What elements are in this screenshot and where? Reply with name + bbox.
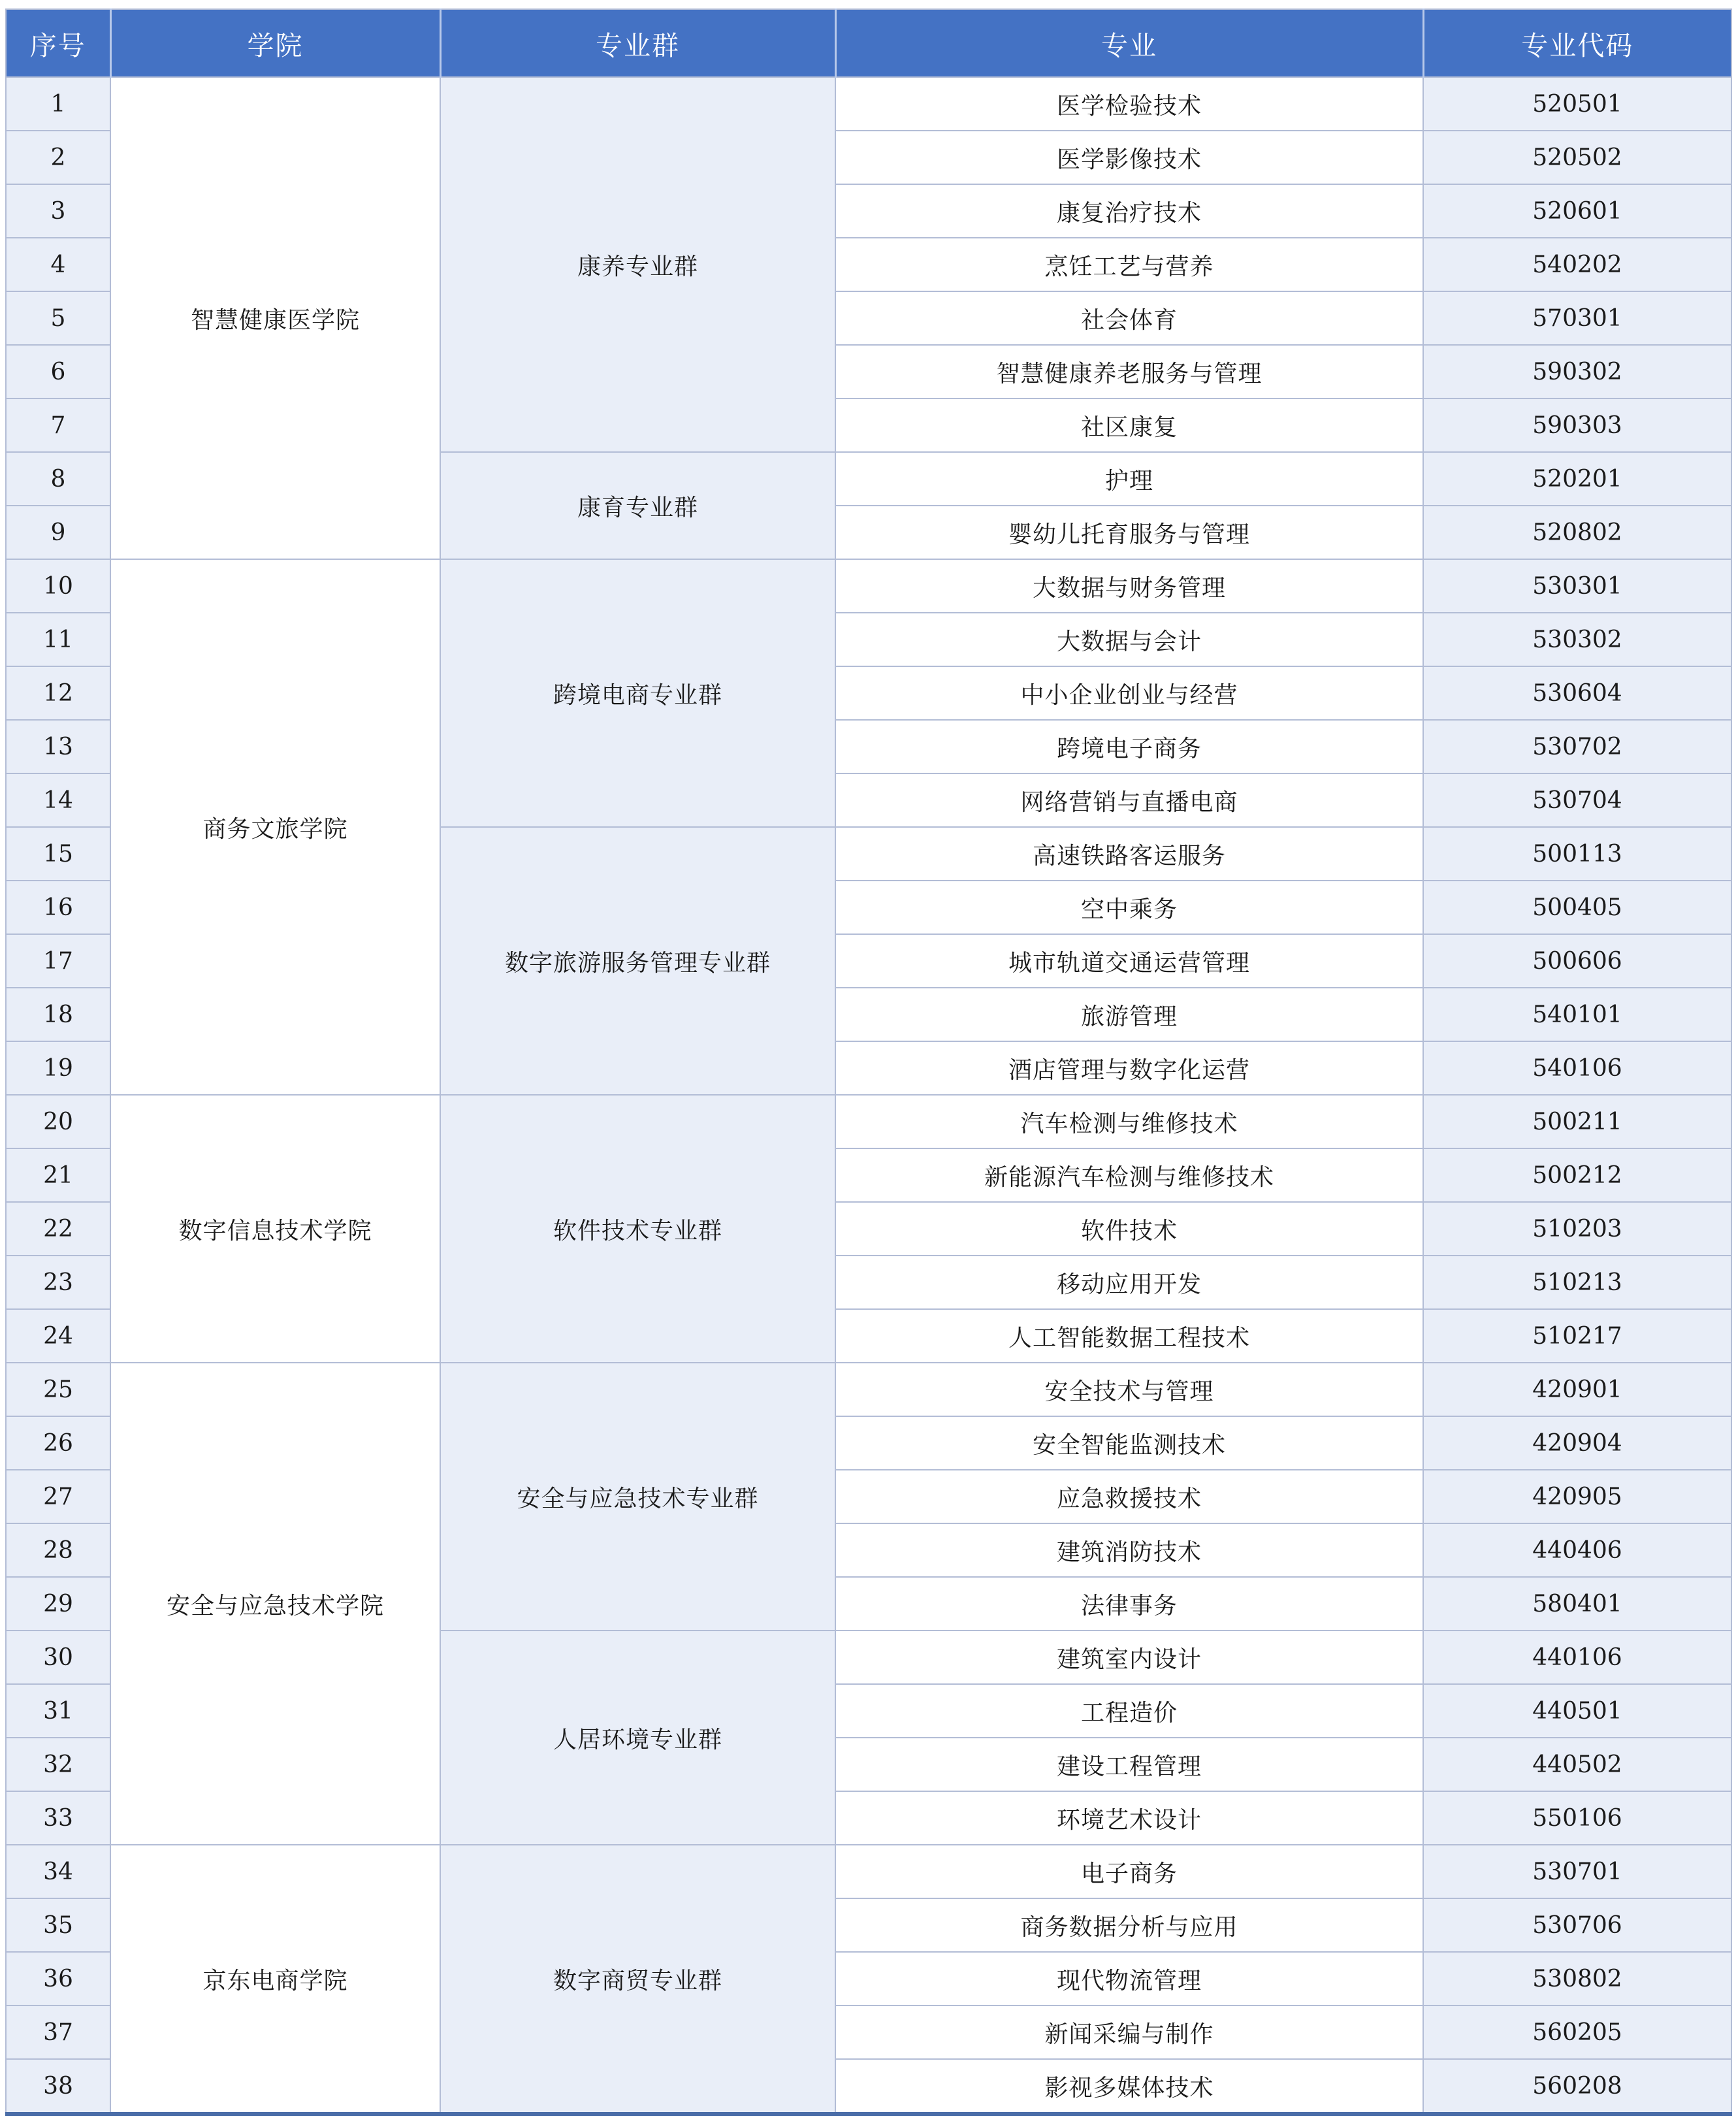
major-cell: 医学影像技术 [835, 131, 1423, 184]
seq-cell: 23 [6, 1256, 110, 1309]
seq-cell: 14 [6, 773, 110, 827]
col-header-college: 学院 [110, 9, 440, 77]
seq-cell: 8 [6, 452, 110, 506]
code-cell: 540101 [1423, 988, 1731, 1041]
major-cell: 现代物流管理 [835, 1952, 1423, 2005]
seq-cell: 3 [6, 184, 110, 238]
seq-cell: 32 [6, 1738, 110, 1791]
header-row [6, 9, 1731, 77]
major-cell: 环境艺术设计 [835, 1791, 1423, 1845]
group-cell: 数字旅游服务管理专业群 [440, 827, 835, 1095]
code-cell: 500606 [1423, 934, 1731, 988]
major-cell: 汽车检测与维修技术 [835, 1095, 1423, 1148]
seq-cell: 6 [6, 345, 110, 398]
code-cell: 530702 [1423, 720, 1731, 773]
code-cell: 530706 [1423, 1898, 1731, 1952]
major-cell: 影视多媒体技术 [835, 2059, 1423, 2114]
group-cell: 康养专业群 [440, 77, 835, 452]
major-cell: 建筑室内设计 [835, 1631, 1423, 1684]
major-cell: 中小企业创业与经营 [835, 666, 1423, 720]
major-cell: 社会体育 [835, 291, 1423, 345]
code-cell: 580401 [1423, 1577, 1731, 1631]
seq-cell: 1 [6, 77, 110, 131]
table-row [6, 1095, 1731, 1148]
seq-cell: 11 [6, 613, 110, 666]
code-cell: 530802 [1423, 1952, 1731, 2005]
code-cell: 540106 [1423, 1041, 1731, 1095]
seq-cell: 13 [6, 720, 110, 773]
major-cell: 大数据与财务管理 [835, 559, 1423, 613]
major-cell: 商务数据分析与应用 [835, 1898, 1423, 1952]
code-cell: 520502 [1423, 131, 1731, 184]
seq-cell: 34 [6, 1845, 110, 1898]
col-header-seq: 序号 [6, 9, 110, 77]
code-cell: 500211 [1423, 1095, 1731, 1148]
code-cell: 500113 [1423, 827, 1731, 881]
seq-cell: 15 [6, 827, 110, 881]
code-cell: 590303 [1423, 398, 1731, 452]
group-cell: 人居环境专业群 [440, 1631, 835, 1845]
major-cell: 电子商务 [835, 1845, 1423, 1898]
major-cell: 工程造价 [835, 1684, 1423, 1738]
seq-cell: 12 [6, 666, 110, 720]
major-cell: 安全智能监测技术 [835, 1416, 1423, 1470]
code-cell: 440501 [1423, 1684, 1731, 1738]
major-cell: 大数据与会计 [835, 613, 1423, 666]
major-cell: 护理 [835, 452, 1423, 506]
seq-cell: 30 [6, 1631, 110, 1684]
seq-cell: 28 [6, 1523, 110, 1577]
major-cell: 旅游管理 [835, 988, 1423, 1041]
table-row [6, 1363, 1731, 1416]
major-cell: 移动应用开发 [835, 1256, 1423, 1309]
code-cell: 500405 [1423, 881, 1731, 934]
seq-cell: 21 [6, 1148, 110, 1202]
group-cell: 软件技术专业群 [440, 1095, 835, 1363]
code-cell: 520501 [1423, 77, 1731, 131]
seq-cell: 26 [6, 1416, 110, 1470]
seq-cell: 36 [6, 1952, 110, 2005]
major-cell: 酒店管理与数字化运营 [835, 1041, 1423, 1095]
major-cell: 新闻采编与制作 [835, 2005, 1423, 2059]
seq-cell: 31 [6, 1684, 110, 1738]
code-cell: 510203 [1423, 1202, 1731, 1256]
col-header-major-group: 专业群 [440, 9, 835, 77]
code-cell: 540202 [1423, 238, 1731, 291]
major-cell: 康复治疗技术 [835, 184, 1423, 238]
major-cell: 跨境电子商务 [835, 720, 1423, 773]
major-cell: 人工智能数据工程技术 [835, 1309, 1423, 1363]
code-cell: 530604 [1423, 666, 1731, 720]
group-cell: 数字商贸专业群 [440, 1845, 835, 2114]
code-cell: 570301 [1423, 291, 1731, 345]
code-cell: 590302 [1423, 345, 1731, 398]
code-cell: 530301 [1423, 559, 1731, 613]
seq-cell: 4 [6, 238, 110, 291]
seq-cell: 24 [6, 1309, 110, 1363]
code-cell: 420904 [1423, 1416, 1731, 1470]
code-cell: 530704 [1423, 773, 1731, 827]
seq-cell: 38 [6, 2059, 110, 2114]
code-cell: 510217 [1423, 1309, 1731, 1363]
code-cell: 560208 [1423, 2059, 1731, 2114]
college-cell: 京东电商学院 [110, 1845, 440, 2114]
code-cell: 440106 [1423, 1631, 1731, 1684]
code-cell: 440502 [1423, 1738, 1731, 1791]
major-cell: 法律事务 [835, 1577, 1423, 1631]
seq-cell: 7 [6, 398, 110, 452]
seq-cell: 18 [6, 988, 110, 1041]
seq-cell: 22 [6, 1202, 110, 1256]
college-cell: 商务文旅学院 [110, 559, 440, 1095]
major-cell: 建设工程管理 [835, 1738, 1423, 1791]
majors-table [5, 8, 1732, 2116]
major-cell: 城市轨道交通运营管理 [835, 934, 1423, 988]
major-cell: 烹饪工艺与营养 [835, 238, 1423, 291]
seq-cell: 17 [6, 934, 110, 988]
seq-cell: 20 [6, 1095, 110, 1148]
seq-cell: 27 [6, 1470, 110, 1523]
seq-cell: 2 [6, 131, 110, 184]
seq-cell: 16 [6, 881, 110, 934]
table-row [6, 559, 1731, 613]
major-cell: 社区康复 [835, 398, 1423, 452]
major-cell: 建筑消防技术 [835, 1523, 1423, 1577]
seq-cell: 10 [6, 559, 110, 613]
major-cell: 医学检验技术 [835, 77, 1423, 131]
group-cell: 安全与应急技术专业群 [440, 1363, 835, 1631]
code-cell: 530701 [1423, 1845, 1731, 1898]
major-cell: 应急救援技术 [835, 1470, 1423, 1523]
code-cell: 520201 [1423, 452, 1731, 506]
major-cell: 高速铁路客运服务 [835, 827, 1423, 881]
seq-cell: 5 [6, 291, 110, 345]
seq-cell: 29 [6, 1577, 110, 1631]
major-cell: 智慧健康养老服务与管理 [835, 345, 1423, 398]
seq-cell: 33 [6, 1791, 110, 1845]
seq-cell: 9 [6, 506, 110, 559]
college-cell: 安全与应急技术学院 [110, 1363, 440, 1845]
col-header-major: 专业 [835, 9, 1423, 77]
college-cell: 数字信息技术学院 [110, 1095, 440, 1363]
code-cell: 520601 [1423, 184, 1731, 238]
table-body [6, 77, 1731, 2114]
major-cell: 空中乘务 [835, 881, 1423, 934]
group-cell: 康育专业群 [440, 452, 835, 559]
code-cell: 560205 [1423, 2005, 1731, 2059]
seq-cell: 35 [6, 1898, 110, 1952]
code-cell: 420901 [1423, 1363, 1731, 1416]
code-cell: 440406 [1423, 1523, 1731, 1577]
code-cell: 500212 [1423, 1148, 1731, 1202]
major-cell: 新能源汽车检测与维修技术 [835, 1148, 1423, 1202]
code-cell: 510213 [1423, 1256, 1731, 1309]
code-cell: 520802 [1423, 506, 1731, 559]
major-cell: 婴幼儿托育服务与管理 [835, 506, 1423, 559]
code-cell: 550106 [1423, 1791, 1731, 1845]
seq-cell: 25 [6, 1363, 110, 1416]
seq-cell: 37 [6, 2005, 110, 2059]
code-cell: 530302 [1423, 613, 1731, 666]
code-cell: 420905 [1423, 1470, 1731, 1523]
table-row [6, 1845, 1731, 1898]
table-row [6, 77, 1731, 131]
col-header-major-code: 专业代码 [1423, 9, 1731, 77]
college-cell: 智慧健康医学院 [110, 77, 440, 559]
group-cell: 跨境电商专业群 [440, 559, 835, 827]
seq-cell: 19 [6, 1041, 110, 1095]
major-cell: 网络营销与直播电商 [835, 773, 1423, 827]
major-cell: 安全技术与管理 [835, 1363, 1423, 1416]
major-cell: 软件技术 [835, 1202, 1423, 1256]
